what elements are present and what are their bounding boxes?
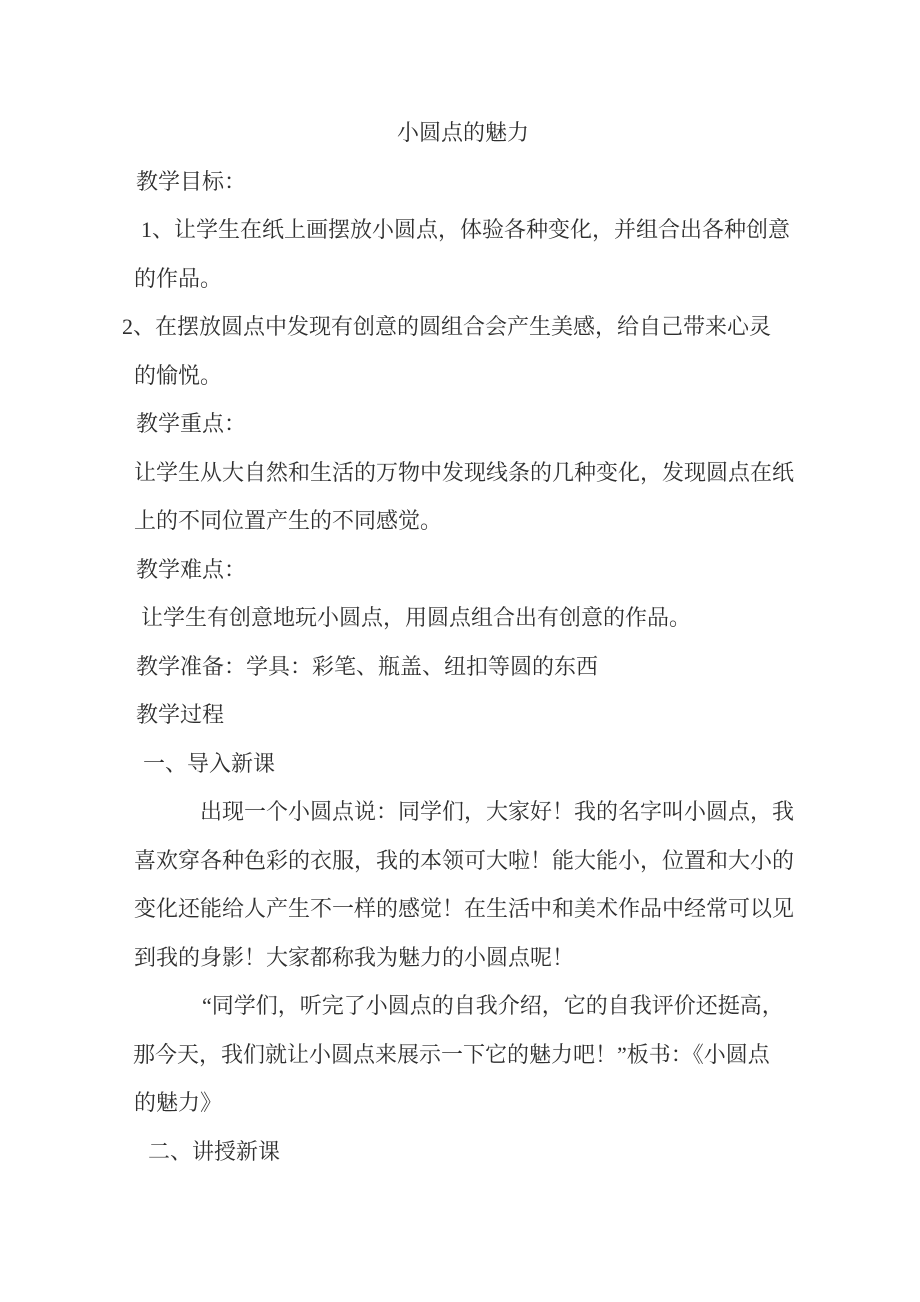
teaching-process-heading-line: 教学过程	[136, 702, 225, 727]
teaching-focus-heading-line: 教学重点：	[136, 411, 247, 436]
objective-2-line: 的愉悦。	[134, 362, 223, 388]
document-body	[122, 158, 795, 1177]
section-1-paragraph-1-line: 出现一个小圆点说：同学们，大家好！我的名字叫小圆点，我	[200, 799, 795, 824]
section-1-paragraph-1-line: 喜欢穿各种色彩的衣服，我的本领可大啦！能大能小，位置和大小的	[134, 847, 795, 873]
section-1-paragraph-1-line: 到我的身影！大家都称我为魅力的小圆点呢！	[134, 944, 575, 970]
section-1-heading-line: 一、导入新课	[143, 750, 276, 776]
objective-1-line: 的作品。	[134, 265, 223, 291]
teaching-focus-body-line: 上的不同位置产生的不同感觉。	[134, 508, 443, 533]
section-1-paragraph-1-line: 变化还能给人产生不一样的感觉！在生活中和美术作品中经常可以见	[134, 896, 795, 921]
teaching-focus-body-line: 让学生从大自然和生活的万物中发现线条的几种变化，发现圆点在纸	[134, 459, 795, 485]
objective-1-line: 1、让学生在纸上画摆放小圆点，体验各种变化，并组合出各种创意	[141, 217, 791, 242]
document-title: 小圆点的魅力	[396, 120, 529, 145]
teaching-difficulty-body-line: 让学生有创意地玩小圆点，用圆点组合出有创意的作品。	[141, 605, 692, 630]
section-1-paragraph-2-line: 的魅力》	[134, 1090, 223, 1115]
teaching-objectives-heading-line: 教学目标：	[136, 168, 247, 194]
section-2-heading-line: 二、讲授新课	[148, 1138, 281, 1164]
section-1-paragraph-2-line: 那今天，我们就让小圆点来展示一下它的魅力吧！”板书：《小圆点	[133, 1041, 770, 1067]
objective-2-line: 2、在摆放圆点中发现有创意的圆组合会产生美感，给自己带来心灵	[122, 314, 772, 339]
teaching-preparation-line: 教学准备：学具：彩笔、瓶盖、纽扣等圆的东西	[136, 653, 599, 679]
teaching-difficulty-heading-line: 教学难点：	[136, 556, 247, 582]
section-1-paragraph-2-line: “同学们，听完了小圆点的自我介绍，它的自我评价还挺高，	[202, 993, 784, 1018]
